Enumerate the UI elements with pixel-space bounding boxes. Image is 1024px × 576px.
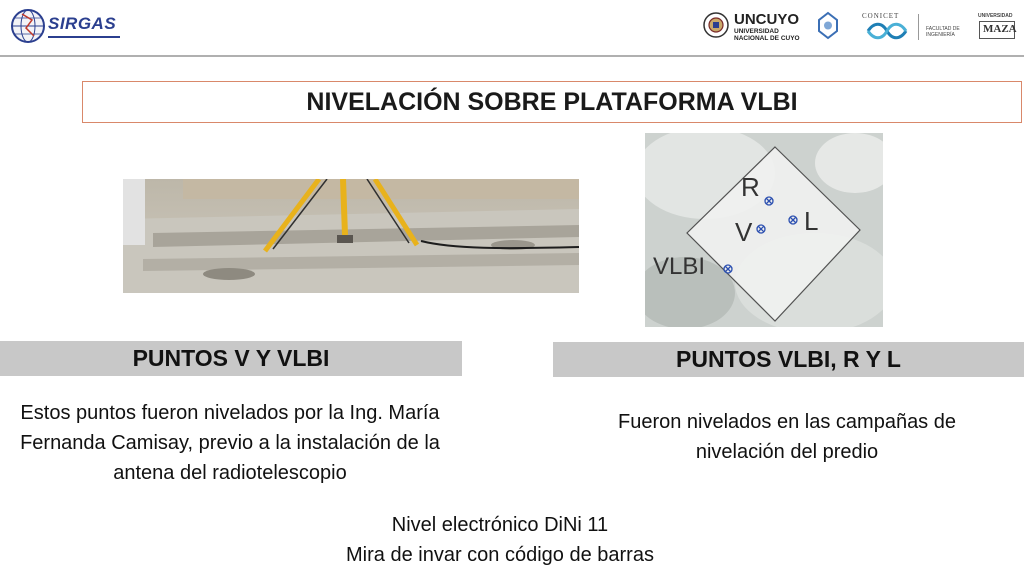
instrument-line-1: Nivel electrónico DiNi 11 xyxy=(391,514,609,536)
uncuyo-subtitle xyxy=(734,28,800,42)
uncuyo-name: UNCUYO xyxy=(734,11,800,28)
header xyxy=(0,0,1024,56)
map-label-vlbi: VLBI xyxy=(653,253,706,280)
uncuyo-sub-line1: UNIVERSIDAD xyxy=(734,28,779,35)
faculty-text-line1: FACULTAD DE xyxy=(926,26,960,32)
section-heading-left: PUNTOS V Y VLBI xyxy=(132,345,330,371)
section-heading-right: PUNTOS VLBI, R Y L xyxy=(676,346,901,372)
conicet-text: CONICET xyxy=(862,12,900,20)
map-label-r: R xyxy=(741,172,760,202)
faculty-engineering-logo xyxy=(808,10,848,44)
title-box xyxy=(82,81,1022,123)
tripod-photo xyxy=(123,179,579,293)
section-bar-left xyxy=(0,341,462,376)
section-body-right: Fueron nivelados en las campañas de nivelación del predio xyxy=(618,411,956,463)
conicet-logo xyxy=(864,22,910,40)
header-divider-line xyxy=(0,55,1024,57)
maza-university-label: UNIVERSIDAD xyxy=(978,13,1013,19)
vlbi-platform-map xyxy=(645,133,883,327)
header-divider xyxy=(918,14,919,40)
instrument-line-2: Mira de invar con código de barras xyxy=(346,544,654,566)
map-label-l: L xyxy=(804,206,819,236)
section-body-left: Estos puntos fueron nivelados por la Ing. María Fernanda Camisay, previo a la instalación de la antena del radiotelescopio xyxy=(20,402,440,484)
uncuyo-seal-logo xyxy=(703,12,729,38)
maza-logo-text: MAZA xyxy=(983,23,1017,35)
sirgas-logo-text: SIRGAS xyxy=(48,14,117,33)
map-label-v: V xyxy=(735,217,753,247)
faculty-text xyxy=(926,26,960,38)
page-title: NIVELACIÓN SOBRE PLATAFORMA VLBI xyxy=(306,87,798,116)
sirgas-underline xyxy=(48,36,120,38)
section-bar-right xyxy=(553,342,1024,377)
uncuyo-sub-line2: NACIONAL DE CUYO xyxy=(734,35,800,42)
faculty-text-line2: INGENIERÍA xyxy=(926,32,955,38)
